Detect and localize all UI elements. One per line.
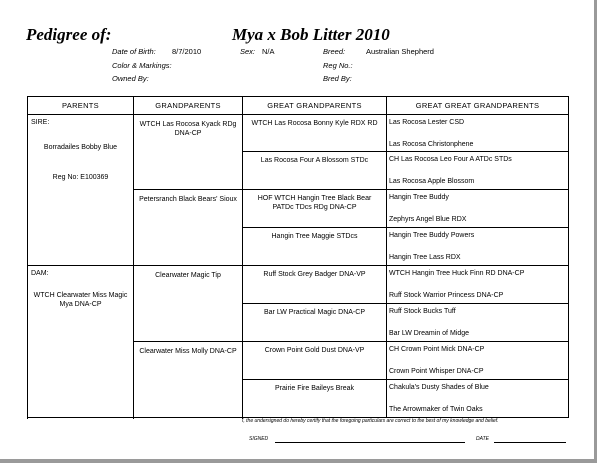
header-great-grandparents: GREAT GRANDPARENTS bbox=[243, 97, 387, 115]
sire-cell bbox=[28, 115, 134, 266]
grandparent-cell bbox=[134, 342, 243, 418]
ggg-name: Hangin Tree Lass RDX bbox=[389, 254, 461, 261]
ggg-cell bbox=[387, 266, 569, 304]
sire-label: SIRE: bbox=[31, 119, 50, 126]
dam-label: DAM: bbox=[31, 270, 49, 277]
ggg-name: Hangin Tree Buddy Powers bbox=[389, 232, 475, 239]
ggg-name: WTCH Hangin Tree Huck Finn RD DNA-CP bbox=[389, 270, 525, 277]
header-parents: PARENTS bbox=[28, 97, 134, 115]
sex-label: Sex: bbox=[240, 47, 256, 56]
pedigree-label: Pedigree of: bbox=[26, 25, 112, 44]
great-grandparent-cell bbox=[243, 380, 387, 418]
great-grandparent-name: WTCH Las Rocosa Bonny Kyle RDX RD bbox=[251, 120, 378, 127]
dam-cell bbox=[28, 266, 134, 418]
great-grandparent-cell bbox=[243, 266, 387, 304]
great-grandparent-name: Crown Point Gold Dust DNA-VP bbox=[264, 347, 365, 354]
great-grandparent-cell bbox=[243, 152, 387, 190]
bred-by-label: Bred By: bbox=[323, 74, 352, 83]
ggg-name: Ruff Stock Bucks Tuff bbox=[389, 308, 456, 315]
ggg-name: Las Rocosa Christonphene bbox=[389, 141, 474, 148]
ggg-cell bbox=[387, 228, 569, 266]
header-great-great-grandparents: GREAT GREAT GRANDPARENTS bbox=[387, 97, 569, 115]
color-markings-label: Color & Markings: bbox=[112, 61, 172, 70]
ggg-cell bbox=[387, 342, 569, 380]
sire-reg-no: Reg No: E100369 bbox=[52, 174, 109, 181]
ggg-cell bbox=[387, 304, 569, 342]
great-grandparent-cell bbox=[243, 190, 387, 228]
breed-label: Breed: bbox=[323, 47, 346, 56]
great-grandparent-name: Las Rocosa Four A Blossom STDc bbox=[260, 157, 369, 164]
certification-text: I, the undersigned do hereby certify that the foregoing particulars are correct to the best of my knowledge and belief. bbox=[242, 418, 499, 424]
pedigree-title: Mya x Bob Litter 2010 bbox=[232, 25, 390, 44]
pedigree-table bbox=[27, 96, 569, 418]
date-label: DATE bbox=[476, 436, 489, 442]
ggg-name: Las Rocosa Lester CSD bbox=[389, 119, 465, 126]
great-grandparent-name: Ruff Stock Grey Badger DNA-VP bbox=[263, 271, 366, 278]
header-grandparents: GRANDPARENTS bbox=[134, 97, 243, 115]
table-header-row bbox=[28, 97, 569, 115]
great-grandparent-name: Prairie Fire Baileys Break bbox=[275, 385, 354, 392]
great-grandparent-cell bbox=[243, 342, 387, 380]
grandparent-name: WTCH Las Rocosa Kyack RDg DNA-CP bbox=[139, 121, 237, 137]
sire-name: Borradailes Bobby Blue bbox=[43, 144, 118, 151]
ggg-name: Crown Point Whisper DNA-CP bbox=[389, 368, 484, 375]
ggg-cell bbox=[387, 115, 569, 152]
ggg-name: Ruff Stock Warrior Princess DNA-CP bbox=[389, 292, 504, 299]
signed-label: SIGNED bbox=[249, 436, 269, 442]
dam-name: WTCH Clearwater Miss Magic Mya DNA-CP bbox=[33, 292, 128, 308]
grandparent-name: Clearwater Magic Tip bbox=[155, 272, 221, 279]
dob-label: Date of Birth: bbox=[112, 47, 156, 56]
grandparent-name: Petersranch Black Bears' Sioux bbox=[139, 196, 237, 203]
ggg-cell bbox=[387, 380, 569, 418]
grandparent-cell bbox=[134, 115, 243, 190]
great-grandparent-cell bbox=[243, 304, 387, 342]
great-grandparent-name: Bar LW Practical Magic DNA-CP bbox=[263, 309, 365, 316]
ggg-name: Las Rocosa Apple Blossom bbox=[389, 178, 475, 185]
ggg-name: Bar LW Dreamin of Midge bbox=[389, 330, 470, 337]
signature-line[interactable] bbox=[275, 442, 465, 443]
great-grandparent-cell bbox=[243, 115, 387, 152]
great-grandparent-name: HOF WTCH Hangin Tree Black Bear PATDc TDcs RDg DNA-CP bbox=[257, 195, 372, 211]
reg-no-label: Reg No.: bbox=[323, 61, 353, 70]
ggg-cell bbox=[387, 190, 569, 228]
breed-value: Australian Shepherd bbox=[366, 47, 434, 56]
great-grandparent-cell bbox=[243, 228, 387, 266]
ggg-name: Hangin Tree Buddy bbox=[389, 194, 449, 201]
grandparent-name: Clearwater Miss Molly DNA-CP bbox=[139, 348, 237, 355]
date-line[interactable] bbox=[494, 442, 566, 443]
dob-value: 8/7/2010 bbox=[172, 47, 202, 56]
owned-by-label: Owned By: bbox=[112, 74, 149, 83]
ggg-cell bbox=[387, 152, 569, 190]
ggg-name: CH Las Rocosa Leo Four A ATDc STDs bbox=[389, 156, 512, 163]
grandparent-cell bbox=[134, 190, 243, 266]
great-grandparent-name: Hangin Tree Maggie STDcs bbox=[271, 233, 358, 240]
ggg-name: Chakula's Dusty Shades of Blue bbox=[389, 384, 489, 391]
ggg-name: CH Crown Point Mick DNA-CP bbox=[389, 346, 485, 353]
ggg-name: Zephyrs Angel Blue RDX bbox=[389, 216, 467, 223]
sex-value: N/A bbox=[262, 47, 275, 56]
ggg-name: The Arrowmaker of Twin Oaks bbox=[389, 406, 483, 413]
grandparent-cell bbox=[134, 266, 243, 342]
